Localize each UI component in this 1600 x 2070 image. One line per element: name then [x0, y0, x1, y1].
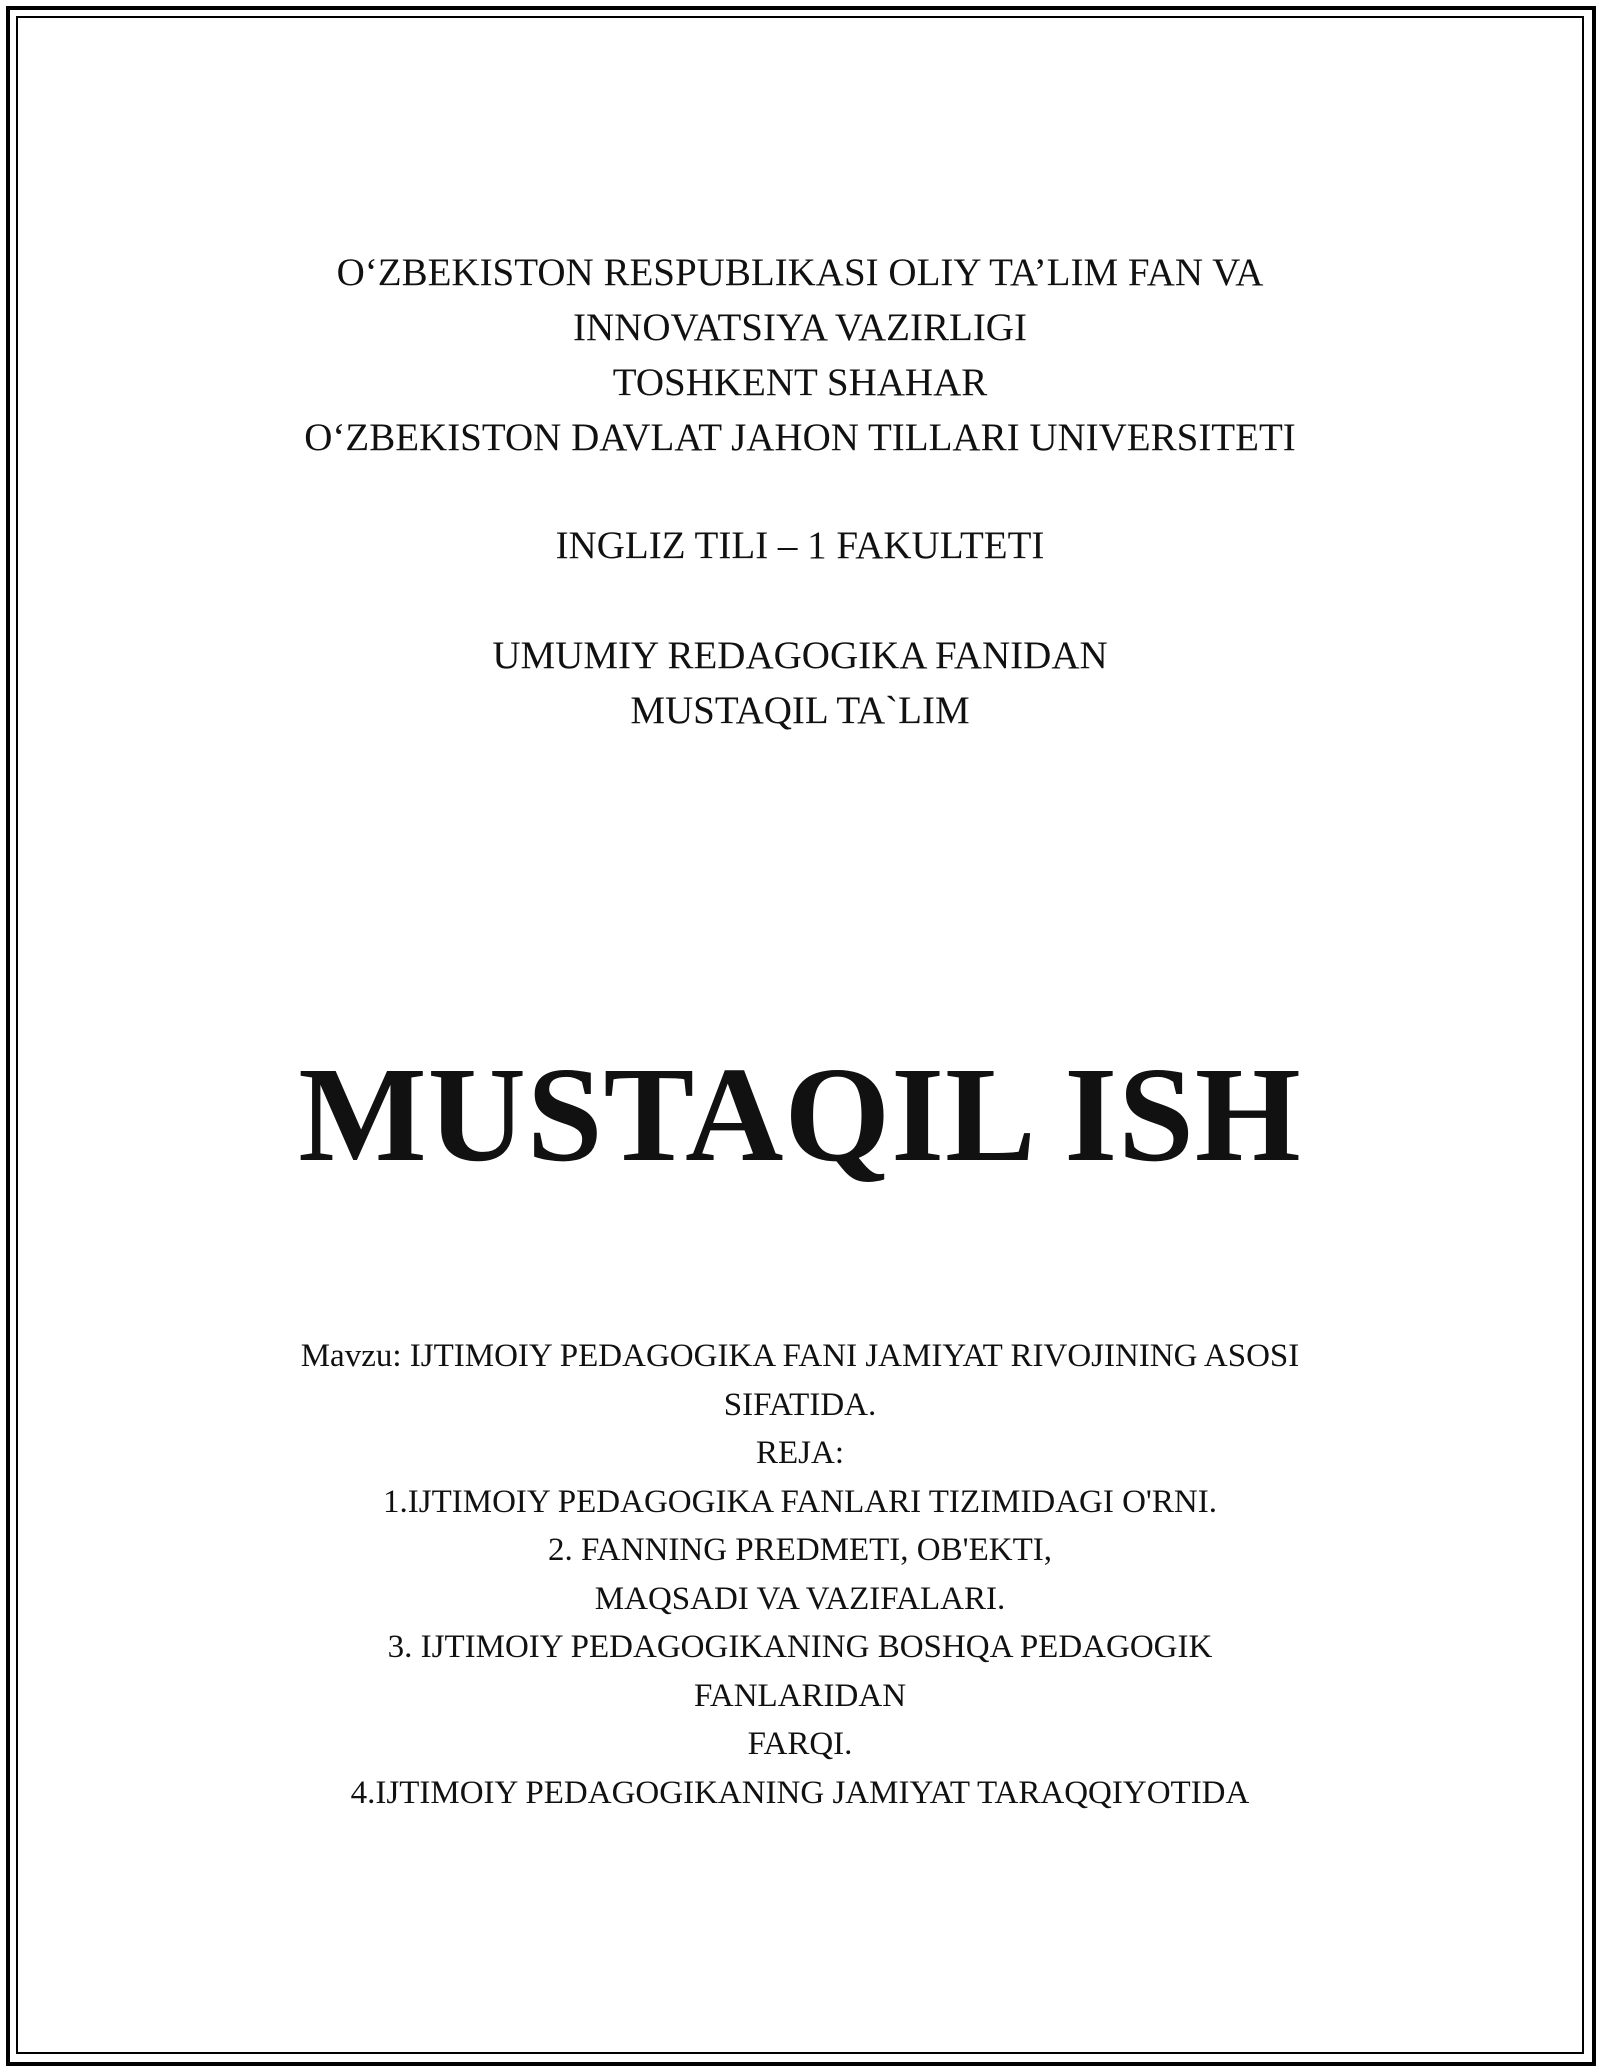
plan-item: MAQSADI VA VAZIFALARI.: [594, 1580, 1006, 1617]
topic-line: SIFATIDA.: [723, 1386, 877, 1423]
plan-item: 4.IJTIMOIY PEDAGOGIKANING JAMIYAT TARAQQIYOTIDA: [350, 1774, 1250, 1811]
header-line: O‘ZBEKISTON DAVLAT JAHON TILLARI UNIVERSITETI: [304, 416, 1296, 459]
subject-block: [0, 628, 1600, 738]
topic-and-plan: [0, 1332, 1600, 1817]
header-line: INNOVATSIYA VAZIRLIGI: [573, 306, 1027, 349]
subject-line: MUSTAQIL TA`LIM: [630, 689, 970, 732]
faculty-name: INGLIZ TILI – 1 FAKULTETI: [555, 524, 1045, 567]
plan-item: 2. FANNING PREDMETI, OB'EKTI,: [548, 1532, 1052, 1568]
header-line: O‘ZBEKISTON RESPUBLIKASI OLIY TA’LIM FAN VA: [336, 251, 1264, 294]
document-title: MUSTAQIL ISH: [298, 1040, 1302, 1190]
plan-item: 1.IJTIMOIY PEDAGOGIKA FANLARI TIZIMIDAGI O'RNI.: [383, 1483, 1217, 1520]
topic-line: Mavzu: IJTIMOIY PEDAGOGIKA FANI JAMIYAT RIVOJINING ASOSI: [300, 1338, 1300, 1374]
header-line: TOSHKENT SHAHAR: [612, 361, 988, 404]
subject-line: UMUMIY REDAGOGIKA FANIDAN: [492, 634, 1108, 677]
plan-item: FARQI.: [747, 1726, 853, 1762]
institution-header: [0, 245, 1600, 465]
plan-heading: REJA:: [755, 1435, 844, 1471]
plan-item: 3. IJTIMOIY PEDAGOGIKANING BOSHQA PEDAGOGIK: [387, 1629, 1213, 1665]
plan-item: FANLARIDAN: [693, 1677, 907, 1714]
